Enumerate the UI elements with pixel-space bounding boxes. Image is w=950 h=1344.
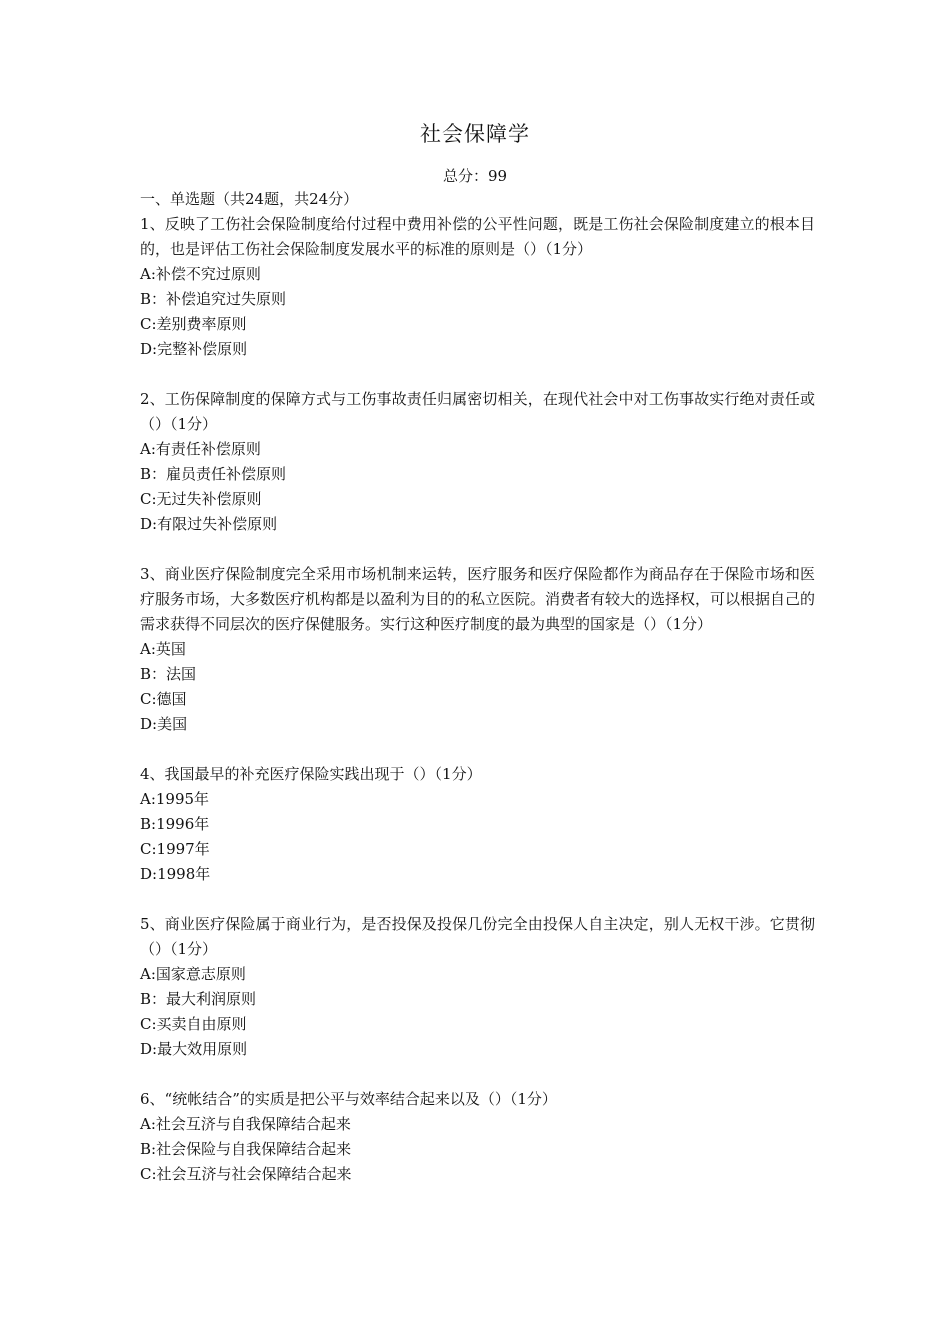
option-c: C:德国 xyxy=(140,690,187,708)
question-6 xyxy=(140,1087,815,1187)
option-b: B：最大利润原则 xyxy=(140,990,257,1008)
option-d: D:美国 xyxy=(140,715,188,733)
question-stem: 5、商业医疗保险属于商业行为，是否投保及投保几份完全由投保人自主决定，别人无权干涉。它贯彻（）（1分） xyxy=(140,915,815,958)
section-title: 一、单选题（共24题，共24分） xyxy=(140,190,359,208)
option-b: B:社会保险与自我保障结合起来 xyxy=(140,1140,352,1158)
exam-content xyxy=(140,187,815,1212)
option-a: A:社会互济与自我保障结合起来 xyxy=(140,1115,351,1133)
question-stem: 1、反映了工伤社会保险制度给付过程中费用补偿的公平性问题，既是工伤社会保险制度建立的根本目的，也是评估工伤社会保险制度发展水平的标准的原则是（）（1分） xyxy=(140,215,815,258)
question-stem: 3、商业医疗保险制度完全采用市场机制来运转，医疗服务和医疗保险都作为商品存在于保险市场和医疗服务市场，大多数医疗机构都是以盈利为目的的私立医院。消费者有较大的选择权，可以根据自己的需求获得不同层次的医疗保健服务。实行这种医疗制度的最为典型的国家是（）（1分） xyxy=(140,565,816,633)
question-4 xyxy=(140,762,815,887)
option-b: B:1996年 xyxy=(140,815,210,833)
option-d: D:1998年 xyxy=(140,865,211,883)
option-b: B：雇员责任补偿原则 xyxy=(140,465,287,483)
option-d: D:有限过失补偿原则 xyxy=(140,515,278,533)
document-title: 社会保障学 xyxy=(420,122,530,146)
option-c: C:买卖自由原则 xyxy=(140,1015,247,1033)
option-c: C:社会互济与社会保障结合起来 xyxy=(140,1165,352,1183)
option-a: A:有责任补偿原则 xyxy=(140,440,261,458)
question-stem: 4、我国最早的补充医疗保险实践出现于（）（1分） xyxy=(140,765,482,783)
option-d: D:完整补偿原则 xyxy=(140,340,248,358)
question-3 xyxy=(140,562,815,737)
option-b: B：补偿追究过失原则 xyxy=(140,290,287,308)
question-5 xyxy=(140,912,815,1062)
option-a: A:补偿不究过原则 xyxy=(140,265,261,283)
option-b: B：法国 xyxy=(140,665,197,683)
question-1 xyxy=(140,212,815,362)
question-stem: 2、工伤保障制度的保障方式与工伤事故责任归属密切相关，在现代社会中对工伤事故实行绝对责任或（）（1分） xyxy=(140,390,815,433)
option-a: A:1995年 xyxy=(140,790,210,808)
option-a: A:国家意志原则 xyxy=(140,965,246,983)
total-score: 总分：99 xyxy=(442,167,508,185)
option-d: D:最大效用原则 xyxy=(140,1040,248,1058)
question-2 xyxy=(140,387,815,537)
option-c: C:差别费率原则 xyxy=(140,315,247,333)
option-c: C:无过失补偿原则 xyxy=(140,490,262,508)
option-c: C:1997年 xyxy=(140,840,210,858)
question-stem: 6、“统帐结合”的实质是把公平与效率结合起来以及（）（1分） xyxy=(140,1090,557,1108)
option-a: A:英国 xyxy=(140,640,186,658)
